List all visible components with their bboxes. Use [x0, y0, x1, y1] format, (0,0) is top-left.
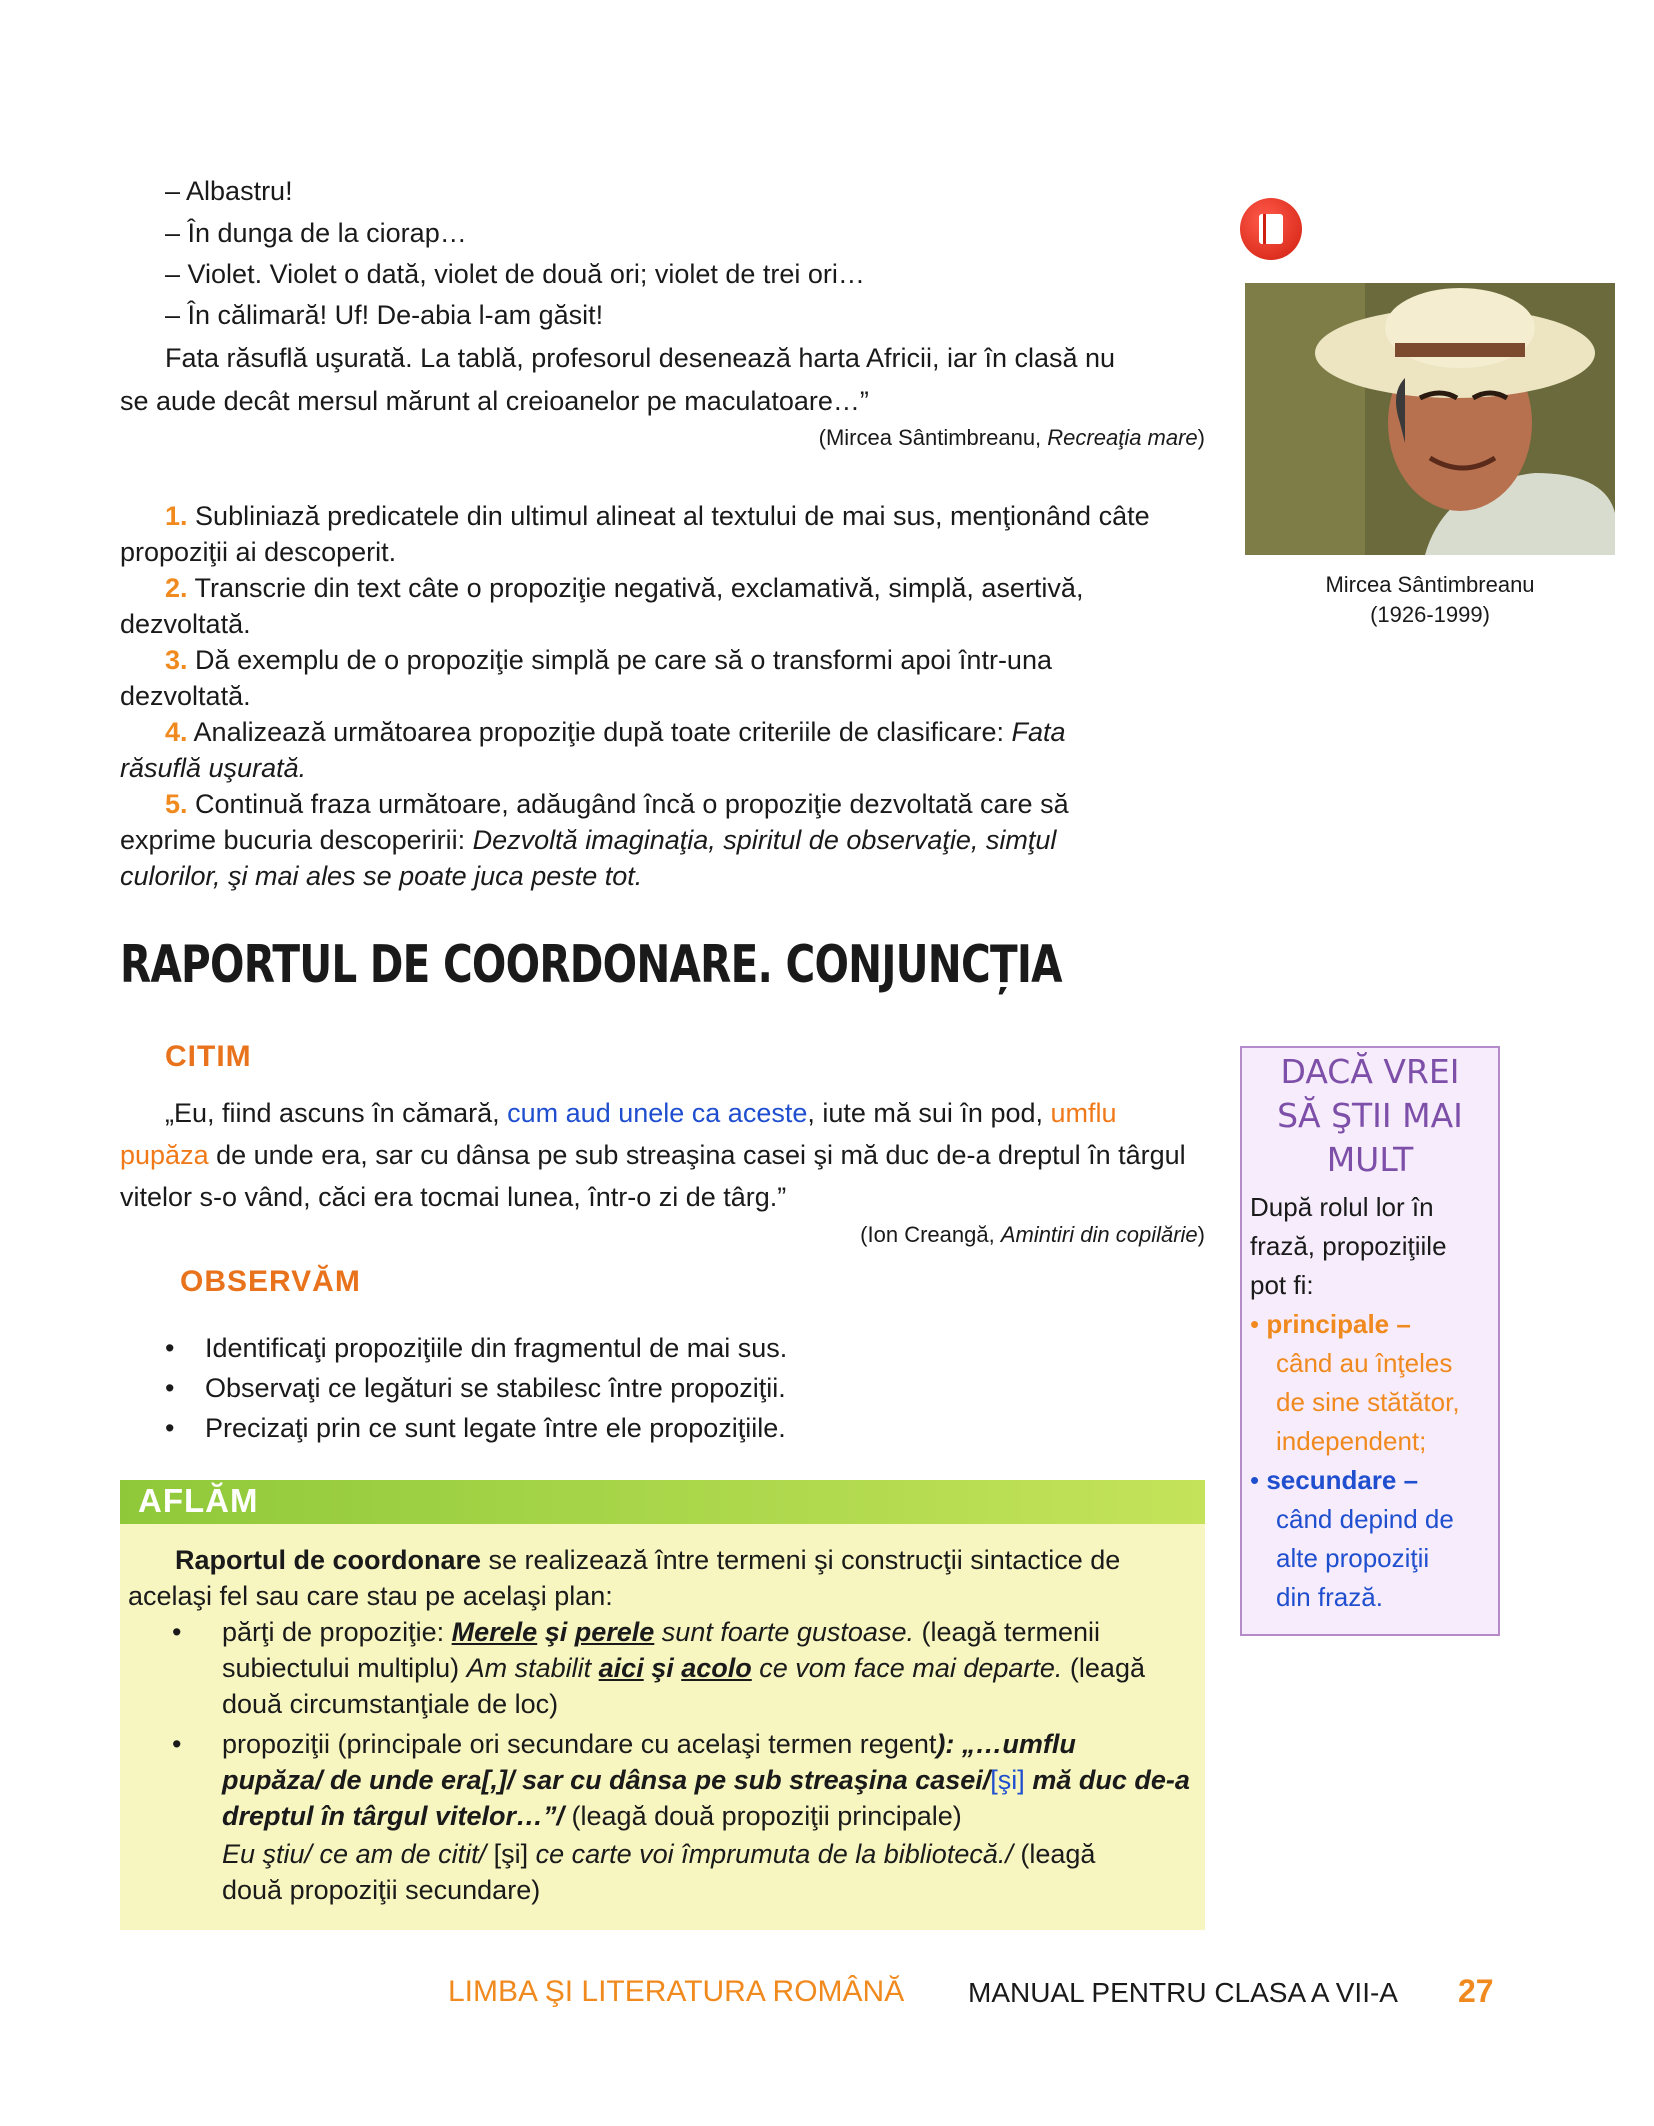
sidebar-text: când au înţeles [1276, 1348, 1453, 1378]
observam-heading: OBSERVĂM [180, 1265, 361, 1298]
sidebar-text: alte propoziţii [1276, 1543, 1430, 1573]
dialog-line: – În călimară! Uf! De-abia l-am găsit! [165, 300, 604, 330]
exercise-5: 5. Continuă fraza următoare, adăugând încă o propoziţie dezvoltată care să [165, 789, 1069, 819]
aflam-line: pupăza/ de unde era[,]/ sar cu dânsa pe sub streaşina casei/[şi] mă duc de-a [222, 1765, 1190, 1795]
aflam-heading: AFLĂM [138, 1482, 259, 1519]
exercise-3-cont: dezvoltată. [120, 681, 251, 711]
sidebar-text: După rolul lor în [1250, 1192, 1434, 1222]
source-citation: (Mircea Sântimbreanu, Recreaţia mare) [818, 425, 1205, 450]
exercise-4: 4. Analizează următoarea propoziţie după toate criteriile de clasificare: Fata [165, 717, 1066, 747]
sidebar-text: pot fi: [1250, 1270, 1314, 1300]
sidebar-bullet: • secundare – [1250, 1465, 1419, 1495]
exercise-2-cont: dezvoltată. [120, 609, 251, 639]
sidebar-bullet: • principale – [1250, 1309, 1411, 1339]
aflam-line: două circumstanţiale de loc) [222, 1689, 559, 1719]
citim-line: vitelor s-o vând, căci era tocmai lunea, într-o zi de târg.” [120, 1182, 787, 1212]
exercise-1-cont: propoziţii ai descoperit. [120, 537, 397, 567]
aflam-bullet: • [172, 1729, 182, 1759]
aflam-line: părţi de propoziţie: Merele şi perele sunt foarte gustoase. (leagă termenii [222, 1617, 1101, 1647]
paragraph-line: se aude decât mersul mărunt al creioanelor pe maculatoare…” [120, 386, 869, 416]
aflam-line: Eu ştiu/ ce am de citit/ [şi] ce carte voi împrumuta de la bibliotecă./ (leagă [222, 1839, 1096, 1869]
exercise-5-cont2: culorilor, şi mai ales se poate juca peste tot. [120, 861, 643, 891]
aflam-line: două propoziţii secundare) [222, 1875, 541, 1905]
citim-line: pupăza de unde era, sar cu dânsa pe sub streaşina casei şi mă duc de-a dreptul în târgul [120, 1140, 1186, 1170]
sidebar-text: din frază. [1276, 1582, 1383, 1612]
citim-heading: CITIM [165, 1040, 252, 1073]
paragraph-line: Fata răsuflă uşurată. La tablă, profesorul desenează harta Africii, iar în clasă nu [165, 343, 1116, 373]
sidebar-text: când depind de [1276, 1504, 1454, 1534]
aflam-line: dreptul în târgul vitelor…”/ (leagă două propoziţii principale) [222, 1801, 962, 1831]
photo-caption: Mircea Sântimbreanu (1926-1999) [1325, 572, 1535, 627]
aflam-line: acelaşi fel sau care stau pe acelaşi plan: [128, 1581, 613, 1611]
section-title: RAPORTUL DE COORDONARE. CONJUNCȚIA [120, 935, 1062, 995]
aflam-line: propoziţii (principale ori secundare cu acelaşi termen regent): „…umflu [222, 1729, 1076, 1759]
exercise-1: 1. Subliniază predicatele din ultimul alineat al textului de mai sus, menţionând câte [165, 501, 1150, 531]
list-item: • Precizaţi prin ce sunt legate între ele propoziţiile. [165, 1413, 786, 1443]
book-icon [1240, 198, 1302, 260]
aflam-line: Raportul de coordonare se realizează între termeni şi construcţii sintactice de [175, 1545, 1121, 1575]
dialog-line: – Albastru! [165, 176, 293, 206]
footer-subject: LIMBA ŞI LITERATURA ROMÂNĂ [448, 1975, 905, 2008]
sidebar-text: frază, propoziţiile [1250, 1231, 1447, 1261]
aflam-header-bar [120, 1480, 1205, 1524]
exercise-5-cont: exprime bucuria descoperirii: Dezvoltă imaginaţia, spiritul de observaţie, simţul [120, 825, 1057, 855]
source-citation: (Ion Creangă, Amintiri din copilărie) [860, 1222, 1205, 1247]
dialog-line: – În dunga de la ciorap… [165, 218, 467, 248]
sidebar-title: DACĂ VREI SĂ ŞTII MAI MULT [1277, 1052, 1463, 1179]
exercise-2: 2. Transcrie din text câte o propoziţie negativă, exclamativă, simplă, asertivă, [165, 573, 1084, 603]
dialog-line: – Violet. Violet o dată, violet de două ori; violet de trei ori… [165, 259, 865, 289]
author-photo [1245, 283, 1615, 555]
page-number: 27 [1458, 1973, 1494, 2009]
sidebar-text: de sine stătător, [1276, 1387, 1460, 1417]
list-item: • Observaţi ce legături se stabilesc între propoziţii. [165, 1373, 786, 1403]
aflam-line: subiectului multiplu) Am stabilit aici şi acolo ce vom face mai departe. (leagă [222, 1653, 1145, 1683]
exercise-4-cont: răsuflă uşurată. [120, 753, 307, 783]
list-item: • Identificaţi propoziţiile din fragmentul de mai sus. [165, 1333, 788, 1363]
sidebar-text: independent; [1276, 1426, 1427, 1456]
footer-manual: MANUAL PENTRU CLASA A VII-A [968, 1977, 1398, 2008]
citim-line: „Eu, fiind ascuns în cămară, cum aud unele ca aceste, iute mă sui în pod, umflu [165, 1098, 1117, 1128]
aflam-bullet: • [172, 1617, 182, 1647]
exercise-3: 3. Dă exemplu de o propoziţie simplă pe care să o transformi apoi într-una [165, 645, 1052, 675]
